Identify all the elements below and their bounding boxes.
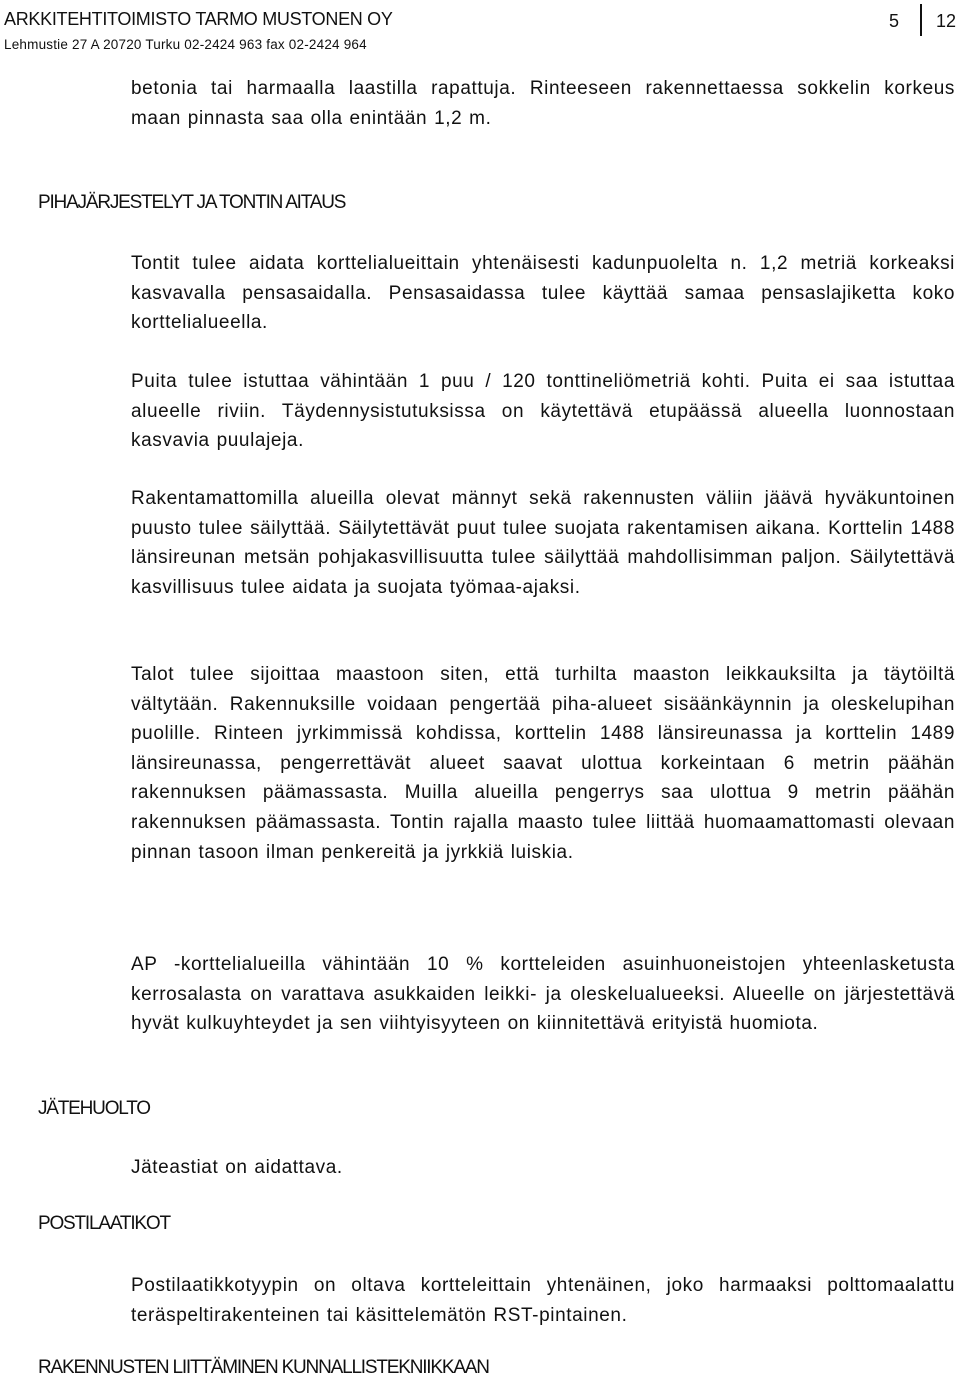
paragraph-puut: Puita tulee istuttaa vähintään 1 puu / 120 tonttineliömetriä kohti. Puita ei saa istuttaa alueelle riviin. Täydennysistutuksissa on käytettävä etupäässä alueella luonnostaan kasvavia puulajeja. bbox=[131, 371, 955, 452]
heading-pihajarjestelyt: PIHAJÄRJESTELYT JA TONTIN AITAUS bbox=[38, 192, 346, 213]
heading-jatehuolto: JÄTEHUOLTO bbox=[38, 1098, 150, 1119]
page-number: 5 bbox=[889, 11, 900, 31]
paragraph-aitaus: Tontit tulee aidata korttelialueittain yhtenäisesti kadunpuolelta n. 1,2 metriä korkeaksi kasvavalla pensasaidalla. Pensasaidassa tulee käyttää samaa pensaslajiketta koko korttelialueella. bbox=[131, 253, 955, 334]
paragraph-postilaatikot: Postilaatikkotyypin on oltava kortteleittain yhtenäinen, joko harmaaksi polttomaalattu teräspeltirakenteinen tai käsittelemätön RST-pintainen. bbox=[131, 1275, 955, 1326]
paragraph-puusto: Rakentamattomilla alueilla olevat männyt sekä rakennusten väliin jäävä hyväkuntoinen puusto tulee säilyttää. Säilytettävät puut tulee suojata rakentamisen aikana. Korttelin 1488 länsireunan metsän pohjakasvillisuutta tulee säilyttää mahdollisimman paljon. Säilytettävä kasvillisuus tulee aidata ja suojata työmaa-ajaksi. bbox=[131, 488, 955, 598]
paragraph-intro: betonia tai harmaalla laastilla rapattuja. Rinteeseen rakennettaessa sokkelin korkeus maan pinnasta saa olla enintään 1,2 m. bbox=[131, 78, 955, 129]
paragraph-maasto: Talot tulee sijoittaa maastoon siten, että turhilta maaston leikkauksilta ja täytöiltä vältytään. Rakennuksille voidaan pengertää piha-alueet sisäänkäynnin ja oleskelupihan puolille. Rinteen jyrkimmissä kohdissa, korttelin 1488 länsireunassa ja korttelin 1489 länsireunassa, pengerrettävät alueet saavat ulottua korkeintaan 6 metrin päähän rakennuksen päämassasta. Muilla alueilla pengerrys saa ulottua 9 metrin päähän rakennuksen päämassasta. Tontin rajalla maasto tulee liittää huomaamattomasti olevaan pinnan tasoon ilman penkereitä ja jyrkkiä luiskia. bbox=[131, 664, 955, 863]
paragraph-leikkialue: AP -korttelialueilla vähintään 10 % kortteleiden asuinhuoneistojen yhteenlasketusta kerrosalasta on varattava asukkaiden leikki- ja oleskelualueeksi. Alueelle on järjestettävä hyvät kulkuyhteydet ja sen viihtyisyyteen on kiinnitettävä erityistä huomiota. bbox=[131, 954, 955, 1035]
page-number-divider bbox=[920, 4, 922, 36]
company-name: ARKKITEHTITOIMISTO TARMO MUSTONEN OY bbox=[4, 9, 393, 29]
total-pages: 12 bbox=[936, 11, 957, 31]
heading-postilaatikot: POSTILAATIKOT bbox=[38, 1213, 170, 1234]
paragraph-jatehuolto: Jäteastiat on aidattava. bbox=[131, 1157, 343, 1178]
heading-kunnallistekniikka: RAKENNUSTEN LIITTÄMINEN KUNNALLISTEKNIIKKAAN bbox=[38, 1357, 489, 1378]
company-address: Lehmustie 27 A 20720 Turku 02-2424 963 fax 02-2424 964 bbox=[4, 37, 367, 52]
